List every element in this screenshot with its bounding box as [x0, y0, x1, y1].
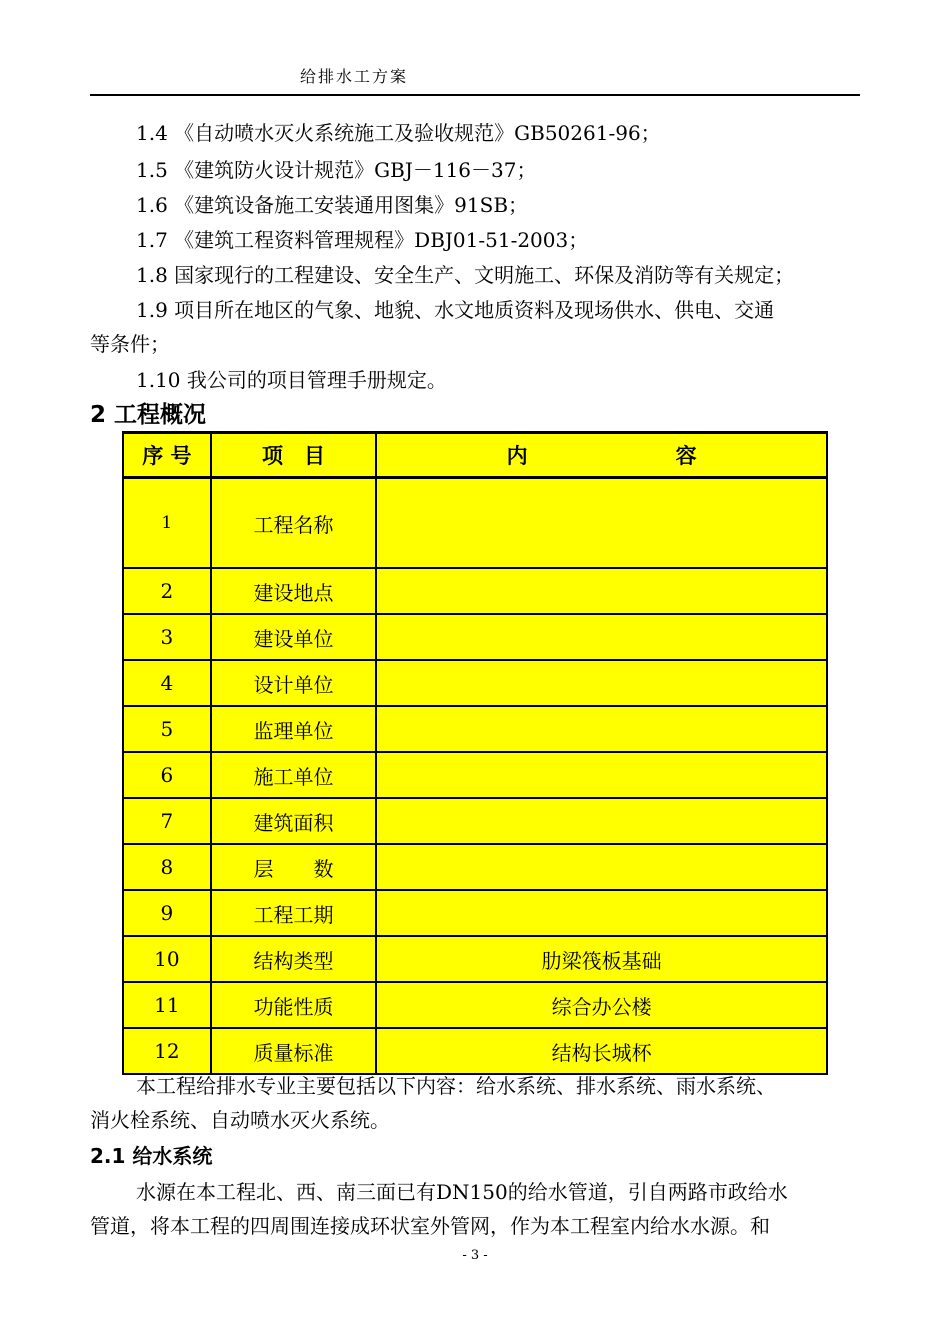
row-no: 12	[123, 1028, 211, 1074]
section-2-1-line-1: 水源在本工程北、西、南三面已有DN150的给水管道，引自两路市政给水	[136, 1180, 788, 1204]
table-row	[123, 844, 827, 890]
row-content: 结构长城杯	[376, 1028, 827, 1074]
row-item: 建筑面积	[211, 798, 377, 844]
basis-item-1-4: 1.4 《自动喷水灭火系统施工及验收规范》GB50261-96；	[136, 121, 661, 145]
row-no: 10	[123, 936, 211, 982]
table-row	[123, 614, 827, 660]
row-no: 7	[123, 798, 211, 844]
basis-item-1-8: 1.8 国家现行的工程建设、安全生产、文明施工、环保及消防等有关规定；	[136, 263, 795, 287]
section-2-1-heading: 2.1 给水系统	[90, 1144, 213, 1168]
row-no: 1	[123, 478, 211, 568]
table-row	[123, 798, 827, 844]
row-item: 工程名称	[211, 478, 377, 568]
row-content	[376, 890, 827, 936]
row-item: 层 数	[211, 844, 377, 890]
row-no: 4	[123, 660, 211, 706]
row-item: 结构类型	[211, 936, 377, 982]
basis-item-1-9: 1.9 项目所在地区的气象、地貌、水文地质资料及现场供水、供电、交通	[136, 298, 775, 322]
row-no: 8	[123, 844, 211, 890]
row-no: 3	[123, 614, 211, 660]
row-content: 综合办公楼	[376, 982, 827, 1028]
row-content	[376, 478, 827, 568]
table-row	[123, 936, 827, 982]
row-content	[376, 660, 827, 706]
header-title: 给排水工方案	[300, 67, 409, 86]
row-item: 建设单位	[211, 614, 377, 660]
project-overview-table	[122, 431, 828, 1075]
header-item: 项 目	[211, 432, 377, 478]
summary-line-2: 消火栓系统、自动喷水灭火系统。	[90, 1108, 390, 1132]
row-item: 施工单位	[211, 752, 377, 798]
row-no: 6	[123, 752, 211, 798]
row-content: 肋梁筏板基础	[376, 936, 827, 982]
page-number: - 3 -	[462, 1248, 488, 1263]
section-2-1-line-2: 管道，将本工程的四周围连接成环状室外管网，作为本工程室内给水水源。和	[90, 1214, 770, 1238]
basis-item-1-5: 1.5 《建筑防火设计规范》GBJ－116－37；	[136, 158, 537, 182]
table-row	[123, 706, 827, 752]
table-row	[123, 660, 827, 706]
basis-item-1-9-cont: 等条件；	[90, 332, 170, 356]
row-item: 工程工期	[211, 890, 377, 936]
row-content	[376, 706, 827, 752]
row-content	[376, 844, 827, 890]
header-content	[376, 432, 827, 478]
table-row	[123, 890, 827, 936]
row-item: 功能性质	[211, 982, 377, 1028]
row-content	[376, 614, 827, 660]
row-no: 9	[123, 890, 211, 936]
table-row	[123, 982, 827, 1028]
table-row	[123, 752, 827, 798]
basis-item-1-6: 1.6 《建筑设备施工安装通用图集》91SB；	[136, 193, 529, 217]
basis-item-1-10: 1.10 我公司的项目管理手册规定。	[136, 368, 447, 392]
header-content-label: 内容	[506, 444, 697, 468]
row-item: 监理单位	[211, 706, 377, 752]
header-rule	[90, 94, 860, 96]
table-header-row	[123, 432, 827, 478]
header-no: 序 号	[123, 432, 211, 478]
table-row	[123, 568, 827, 614]
row-no: 5	[123, 706, 211, 752]
row-no: 11	[123, 982, 211, 1028]
row-item: 质量标准	[211, 1028, 377, 1074]
table-row	[123, 478, 827, 568]
table-row	[123, 1028, 827, 1074]
summary-line-1: 本工程给排水专业主要包括以下内容：给水系统、排水系统、雨水系统、	[136, 1074, 776, 1098]
row-content	[376, 798, 827, 844]
row-content	[376, 752, 827, 798]
section-2-heading: 2 工程概况	[90, 402, 207, 428]
basis-item-1-7: 1.7 《建筑工程资料管理规程》DBJ01-51-2003；	[136, 228, 589, 252]
row-item: 建设地点	[211, 568, 377, 614]
row-content	[376, 568, 827, 614]
row-no: 2	[123, 568, 211, 614]
row-item: 设计单位	[211, 660, 377, 706]
page-header	[90, 56, 860, 96]
